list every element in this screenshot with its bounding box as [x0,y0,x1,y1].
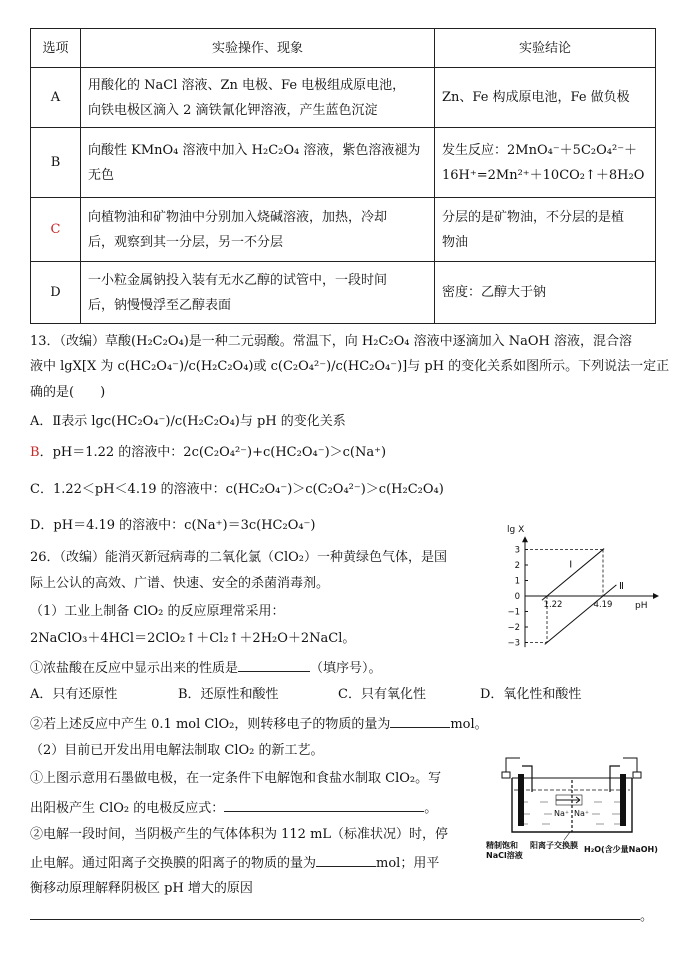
left-solution-label-2: NaCl溶液 [486,851,523,860]
conclusion-line: 发生反应：2MnO₄⁻＋5C₂O₄²⁻＋ [442,142,638,158]
row-option: C [31,198,81,262]
conclusion-line: 物油 [442,234,469,250]
q26-option-b[interactable]: B．还原性和酸性 [178,687,279,702]
q13-option-a[interactable]: A．Ⅱ表示 lgc(HC₂O₄⁻)/c(H₂C₂O₄)与 pH 的变化关系 [30,414,346,429]
membrane-label: 阳离子交换膜 [530,841,578,850]
q13-stem-1: 13．（改编）草酸(H₂C₂O₄)是一种二元弱酸。常温下，向 H₂C₂O₄ 溶液中逐滴加入 NaOH 溶液，混合溶 [30,334,632,349]
right-solution-label: H₂O(含少量NaOH) [584,845,658,854]
conclusion-line: 密度：乙醇大于钠 [442,285,547,300]
op-line: 用酸化的 NaCl 溶液、Zn 电极、Fe 电极组成原电池， [88,77,406,93]
cathode-electrode [620,774,626,826]
y-tick-label: 2 [514,561,520,571]
lgx-ph-chart [495,522,665,654]
answer-blank-2[interactable] [390,713,450,728]
x-axis-label: pH [635,601,648,611]
row-conclusion [435,128,656,198]
q26-option-d[interactable]: D．氧化性和酸性 [480,687,582,702]
series-label-I: Ⅰ [569,559,573,571]
q26-part3-b [30,852,439,874]
q26-part3-a: ②电解一段时间，当阴极产生的气体体积为 112 mL（标准状况）时，停 [30,827,449,842]
anode-electrode [518,774,524,826]
q13-option-b-text: ．pH＝1.22 的溶液中：2c(C₂O₄²⁻)+c(HC₂O₄⁻)＞c(Na⁺) [39,445,387,460]
table-row [31,198,656,262]
y-tick-label: 0 [514,592,520,602]
q26-options [30,685,581,705]
series-line-I [542,549,604,601]
ion-label-2: Na⁺ [574,809,590,818]
series-label-II: Ⅱ [619,581,624,593]
q13-stem-2: 液中 lgX[X 为 c(HC₂O₄⁻)/c(H₂C₂O₄)或 c(C₂O₄²⁻)/c(HC₂O₄⁻)]与 pH 的变化关系如图所示。下列说法一定正 [30,359,670,374]
q26-stem-2: 际上公认的高效、广谱、快速、安全的杀菌消毒剂。 [30,576,330,591]
x-tick-label: 4.19 [593,600,613,610]
y-axis-label: lg X [507,525,525,535]
op-line: 向植物油和矿物油中分别加入烧碱溶液，加热，冷却 [88,209,388,225]
q26-option-a[interactable]: A．只有还原性 [30,687,118,702]
header-option: 选项 [31,29,81,68]
q26-sub2-tail: mol。 [450,717,488,732]
q26-end-mark: 。 [640,909,654,924]
q26-option-c[interactable]: C．只有氧化性 [338,687,426,702]
gas-tube-right [610,766,620,792]
y-tick-label: −3 [507,638,520,649]
row-conclusion [435,198,656,262]
row-operation [81,128,435,198]
x-axis-arrow [653,593,659,599]
q26-part2-b-text: 出阳极产生 ClO₂ 的电极反应式： [30,801,225,816]
q26-part3-b-tail: mol；用平 [376,856,440,871]
op-line: 向铁电极区滴入 2 滴铁氰化钾溶液，产生蓝色沉淀 [88,102,378,118]
table-header-row [31,29,656,68]
q13-stem-3: 确的是( ) [30,385,106,400]
row-conclusion [435,68,656,128]
conclusion-line: 16H⁺=2Mn²⁺＋10CO₂↑＋8H₂O [442,167,645,183]
ion-label-1: Na⁺ [554,809,570,818]
row-option: A [31,68,81,128]
q26-part2-b [30,797,437,819]
q26-part2: （2）目前已开发出用电解法制取 ClO₂ 的新工艺。 [30,743,324,758]
row-operation [81,198,435,262]
op-line: 后，观察到其一分层，另一不分层 [88,234,284,250]
q26-part3-d: 衡移动原理解释阴极区 pH 增大的原因 [30,881,253,896]
q26-sub2-text: ②若上述反应中产生 0.1 mol ClO₂，则转移电子的物质的量为 [30,717,391,732]
terminal-left [502,772,510,778]
q13-option-c[interactable]: C．1.22＜pH＜4.19 的溶液中：c(HC₂O₄⁻)＞c(C₂O₄²⁻)＞c(H₂C₂O₄) [30,482,444,497]
q13-option-b-letter: B [30,445,40,460]
row-option: D [31,262,81,324]
ion-arrow-upper [556,797,580,803]
electrolysis-cell-diagram [484,752,659,862]
q26-equation: 2NaClO₃＋4HCl＝2ClO₂↑＋Cl₂↑＋2H₂O＋2NaCl。 [30,631,356,646]
row-operation [81,68,435,128]
y-tick-label: −2 [507,623,520,633]
y-tick-label: 3 [514,545,520,556]
row-operation [81,262,435,324]
q26-part1: （1）工业上制备 ClO₂ 的反应原理常采用： [30,604,285,619]
op-line: 无色 [88,167,115,183]
y-tick-label: 1 [514,576,520,587]
membrane-pointer [564,832,570,840]
y-axis-arrow [522,536,528,542]
q26-long-answer [30,905,655,927]
q26-sub1-tail: （填序号）。 [310,661,382,676]
header-operation: 实验操作、现象 [81,29,435,68]
table-row [31,68,656,128]
options-table [30,28,656,324]
answer-blank-5[interactable] [30,905,640,920]
q26-sub1 [30,657,382,679]
terminal-right [633,772,641,778]
x-tick-label: 1.22 [543,600,563,610]
op-line: 向酸性 KMnO₄ 溶液中加入 H₂C₂O₄ 溶液，紫色溶液褪为 [88,142,421,158]
conclusion-line: 分层的是矿物油，不分层的是植 [442,209,625,225]
q26-sub2 [30,713,488,735]
answer-blank-3[interactable] [224,797,424,812]
conclusion-line: Zn、Fe 构成原电池，Fe 做负极 [442,90,630,105]
q26-part2-b-tail: 。 [424,801,438,816]
table-row [31,262,656,324]
q13-option-d[interactable]: D．pH＝4.19 的溶液中：c(Na⁺)＝3c(HC₂O₄⁻) [30,518,316,533]
q26-sub1-text: ①浓盐酸在反应中显示出来的性质是 [30,661,239,676]
q26-part3-b-text: 止电解。通过阳离子交换膜的阳离子的物质的量为 [30,856,317,871]
op-line: 一小粒金属钠投入装有无水乙醇的试管中，一段时间 [88,272,388,288]
y-tick-label: −1 [507,607,520,618]
table-row [31,128,656,198]
row-option: B [31,128,81,198]
series-line-II [545,585,617,644]
header-conclusion: 实验结论 [435,29,656,68]
row-conclusion [435,262,656,324]
q13-option-b[interactable] [30,443,386,463]
answer-blank-1[interactable] [238,657,310,672]
q26-part2-a: ①上图示意用石墨做电极，在一定条件下电解饱和食盐水制取 ClO₂。写 [30,771,442,786]
op-line: 后，钠慢慢浮至乙醇表面 [88,297,232,313]
answer-blank-4[interactable] [316,852,376,867]
left-solution-label-1: 精制饱和 [486,841,518,850]
q26-stem-1: 26．（改编）能消灭新冠病毒的二氧化氯（ClO₂）一种黄绿色气体，是国 [30,550,448,565]
